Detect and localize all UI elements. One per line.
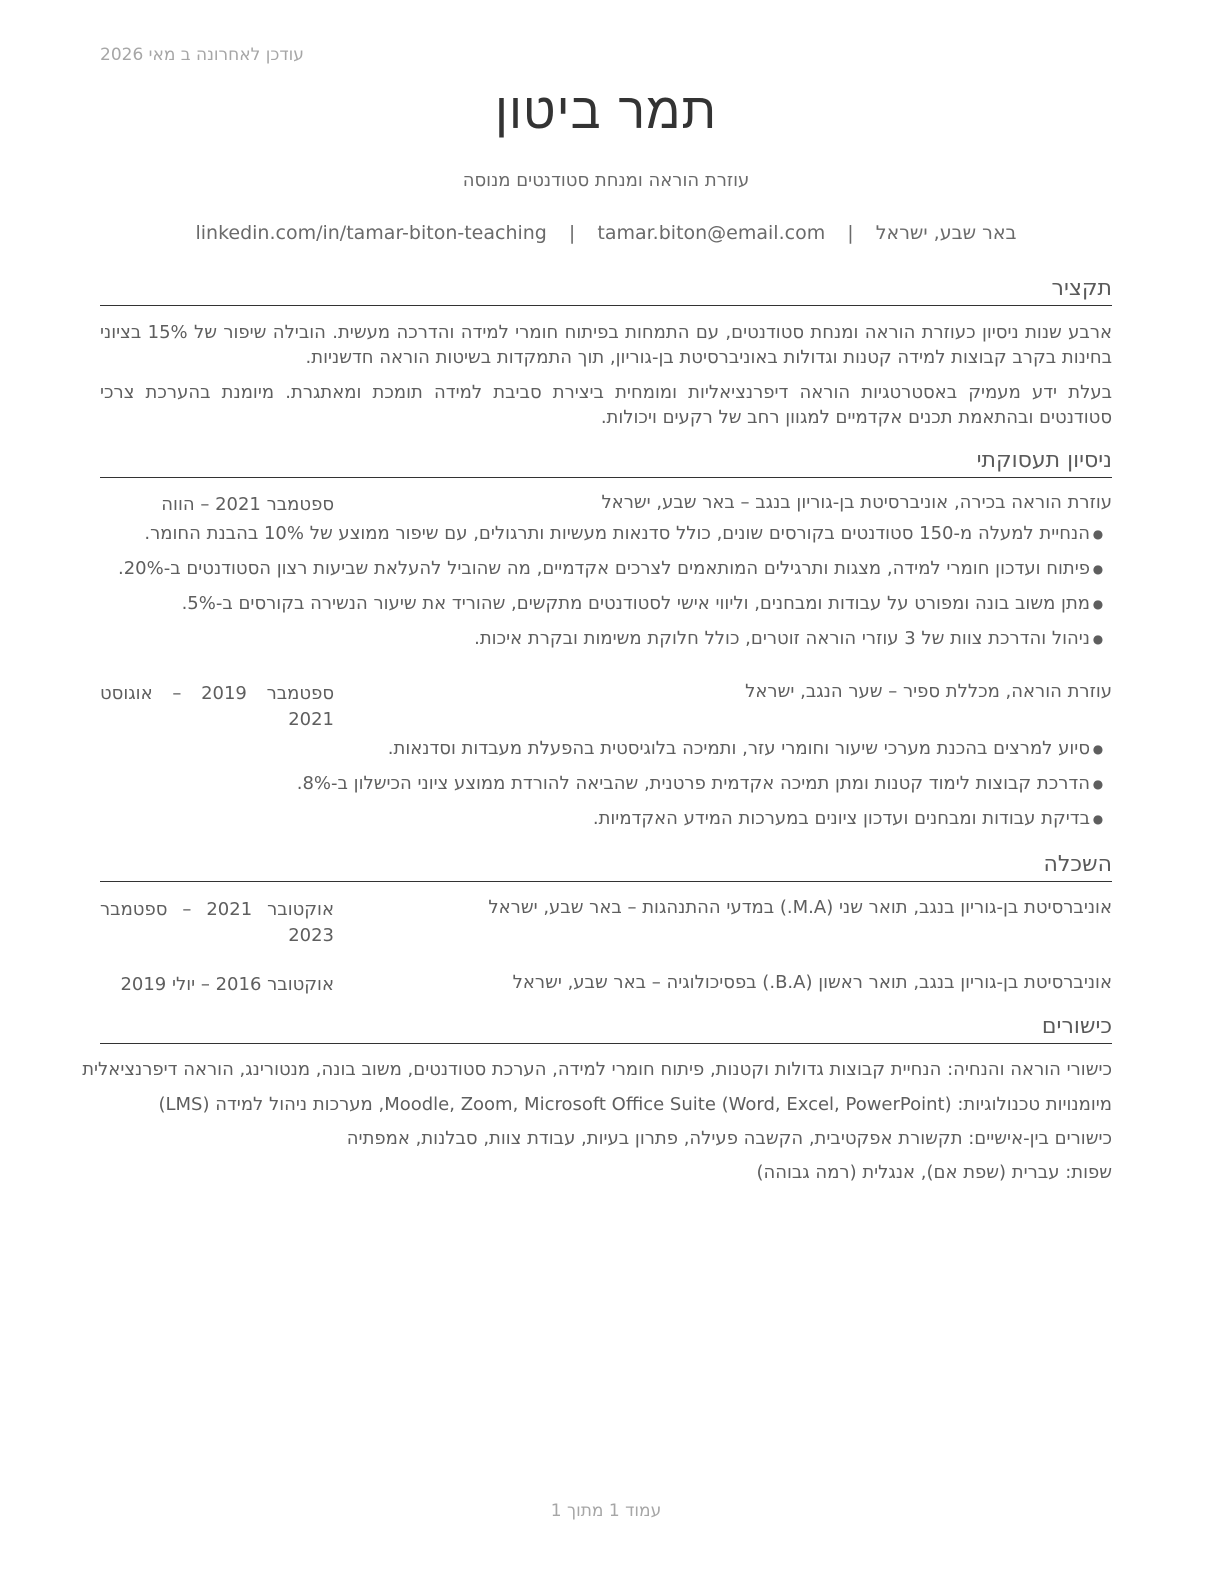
bullet-dot-icon: ● — [1092, 812, 1104, 826]
job-bullet: ●מתן משוב בונה ומפורט על עבודות ומבחנים, וליווי אישי לסטודנטים מתקשים, שהוריד את שיעור הנשירה בקורסים ב-5%. — [182, 593, 1106, 614]
section-heading-summary: תקציר — [100, 275, 1112, 306]
job-bullet: ●ניהול והדרכת צוות של 3 עוזרי הוראה זוטרים, כולל חלוקת משימות ובקרת איכות. — [474, 628, 1106, 649]
job-bullet: ●סיוע למרצים בהכנת מערכי שיעור וחומרי עזר, ותמיכה בלוגיסטית בהפעלת מעבדות וסדנאות. — [388, 738, 1106, 759]
bullet-dot-icon: ● — [1092, 597, 1104, 611]
resume-page — [82, 0, 1113, 1584]
job-bullet: ●פיתוח ועדכון חומרי למידה, מצגות ותרגילים המותאמים לצרכים אקדמיים, מה שהוביל להעלאת שביעות רצון הסטודנטים ב-20%. — [118, 558, 1106, 579]
contact-email[interactable]: tamar.biton@email.com — [597, 222, 826, 244]
job-bullet: ●הנחיית למעלה מ-150 סטודנטים בקורסים שונים, כולל סדנאות מעשיות ותרגולים, עם שיפור ממוצע של 10% בהבנת החומר. — [144, 523, 1106, 544]
job-title: עוזרת הוראה בכירה, אוניברסיטת בן-גוריון בנגב – באר שבע, ישראל — [601, 492, 1112, 513]
section-heading-experience: ניסיון תעסוקתי — [100, 447, 1112, 478]
contact-separator: | — [568, 222, 576, 244]
last-updated-note: עודכן לאחרונה ב מאי 2026 — [100, 45, 304, 65]
skill-line: כישורים בין-אישיים: תקשורת אפקטיבית, הקשבה פעילה, פתרון בעיות, עבודת צוות, סבלנות, אמפתיה — [346, 1128, 1112, 1149]
candidate-name: תמר ביטון — [494, 82, 717, 140]
education-dates: אוקטובר 2021 – ספטמבר 2023 — [100, 899, 334, 946]
education-title: אוניברסיטת בן-גוריון בנגב, תואר שני (M.A.) במדעי ההתנהגות – באר שבע, ישראל — [488, 897, 1112, 918]
section-heading-skills: כישורים — [100, 1013, 1112, 1044]
education-title: אוניברסיטת בן-גוריון בנגב, תואר ראשון (B.A.) בפסיכולוגיה – באר שבע, ישראל — [512, 972, 1112, 993]
bullet-dot-icon: ● — [1092, 742, 1104, 756]
skill-line: שפות: עברית (שפת אם), אנגלית (רמה גבוהה) — [756, 1162, 1112, 1183]
contact-line — [100, 222, 1112, 244]
bullet-dot-icon: ● — [1092, 777, 1104, 791]
bullet-dot-icon: ● — [1092, 632, 1104, 646]
bullet-dot-icon: ● — [1092, 527, 1104, 541]
skill-line: מיומנויות טכנולוגיות: Moodle, Zoom, Microsoft Office Suite (Word, Excel, PowerPoint), מערכות ניהול למידה (LMS) — [158, 1094, 1112, 1115]
education-dates: אוקטובר 2016 – יולי 2019 — [120, 974, 334, 995]
job-dates: ספטמבר 2019 – אוגוסט 2021 — [100, 683, 335, 730]
section-heading-education: השכלה — [100, 851, 1112, 882]
page-number-footer: עמוד 1 מתוך 1 — [550, 1501, 662, 1521]
contact-linkedin[interactable]: linkedin.com/in/tamar-biton-teaching — [195, 222, 547, 244]
job-title: עוזרת הוראה, מכללת ספיר – שער הנגב, ישראל — [745, 681, 1112, 702]
summary-paragraph: ארבע שנות ניסיון כעוזרת הוראה ומנחת סטודנטים, עם התמחות בפיתוח חומרי למידה והדרכה מעשית. הובילה שיפור של 15% בציוני בחינות בקרב קבוצות למידה קטנות וגדולות באוניברסיטת בן-גוריון, תוך התמקדות בשיטות הוראה חדשניות. — [100, 322, 1113, 368]
candidate-subtitle: עוזרת הוראה ומנחת סטודנטים מנוסה — [462, 170, 750, 191]
job-bullet: ●בדיקת עבודות ומבחנים ועדכון ציונים במערכות המידע האקדמיות. — [593, 808, 1106, 829]
job-bullet: ●הדרכת קבוצות לימוד קטנות ומתן תמיכה אקדמית פרטנית, שהביאה להורדת ממוצע ציוני הכישלון ב-8%. — [297, 773, 1106, 794]
contact-separator: | — [847, 222, 854, 244]
bullet-dot-icon: ● — [1092, 562, 1104, 576]
summary-paragraph: בעלת ידע מעמיק באסטרטגיות הוראה דיפרנציאליות ומומחית ביצירת סביבת למידה תומכת ומאתגרת. מיומנת בהערכת צרכי סטודנטים ובהתאמת תכנים אקדמיים למגוון רחב של רקעים ויכולות. — [100, 382, 1112, 428]
skill-line: כישורי הוראה והנחיה: הנחיית קבוצות גדולות וקטנות, פיתוח חומרי למידה, הערכת סטודנטים, משוב בונה, מנטורינג, הוראה דיפרנציאלית — [82, 1059, 1112, 1080]
job-dates: ספטמבר 2021 – הווה — [161, 494, 334, 515]
contact-location: באר שבע, ישראל — [875, 222, 1017, 244]
